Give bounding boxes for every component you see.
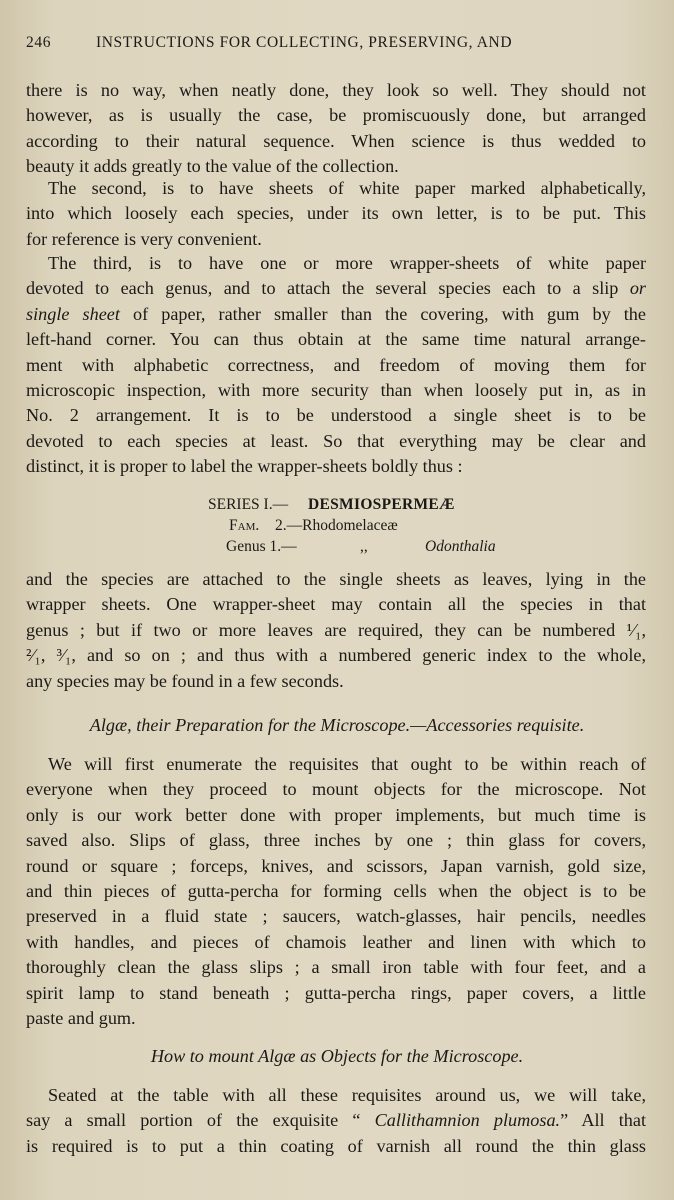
paragraph-6 (26, 1083, 646, 1159)
text-line: only is our work better done with proper implements, but much time is (26, 804, 646, 825)
ditto-mark: ,, (360, 538, 368, 555)
running-title: INSTRUCTIONS FOR COLLECTING, PRESERVING, AND (96, 34, 513, 51)
genus-label: Genus 1.— (226, 538, 297, 555)
text-line: devoted to each species at least. So that everything may be clear and (26, 430, 646, 451)
text-segment: of paper, rather smaller than the covering, with gum by the (119, 303, 646, 324)
text-line: according to their natural sequence. When science is thus wedded to (26, 130, 646, 151)
genus-name: Odonthalia (425, 538, 496, 555)
paragraph-2 (26, 176, 646, 252)
text-line (26, 302, 646, 327)
text-line: The second, is to have sheets of white paper marked alphabetically, (48, 178, 646, 198)
text-line: and thin pieces of gutta-percha for forming cells when the object is to be (26, 881, 646, 902)
text-line: is required is to put a thin coating of varnish all round the thin glass (26, 1135, 646, 1156)
text-line: ²⁄₁, ³⁄₁, and so on ; and thus with a numbered generic index to the whole, (26, 645, 646, 666)
text-line: everyone when they proceed to mount objects for the microscope. Not (26, 779, 646, 800)
text-line: into which loosely each species, under its own letter, is to be put. This (26, 203, 646, 224)
text-line: microscopic inspection, with more security than when loosely put in, as in (26, 380, 646, 401)
series-label: SERIES I.— (208, 496, 289, 513)
wrapper-label-example (0, 494, 674, 557)
text-line: round or square ; forceps, knives, and scissors, Japan varnish, gold size, (26, 855, 646, 876)
text-segment: say a small portion of the exquisite “ (26, 1110, 375, 1131)
text-line: thoroughly clean the glass slips ; a small iron table with four feet, and a (26, 957, 646, 978)
text-line: however, as is usually the case, be promiscuously done, but arranged (26, 105, 646, 126)
text-line: We will first enumerate the requisites that ought to be within reach of (48, 754, 646, 774)
family-label: Fam. (229, 517, 260, 534)
paragraph-3 (26, 251, 646, 480)
page-number: 246 (26, 34, 52, 51)
text-line: saved also. Slips of glass, three inches by one ; thin glass for covers, (26, 830, 646, 851)
text-line: wrapper sheets. One wrapper-sheet may contain all the species in that (26, 594, 646, 615)
text-line: for reference is very convenient. (26, 228, 262, 249)
text-line: beauty it adds greatly to the value of the collection. (26, 156, 399, 177)
text-line: with handles, and pieces of chamois leather and linen with which to (26, 931, 646, 952)
paragraph-4 (26, 567, 646, 694)
text-line: left-hand corner. You can thus obtain at the same time natural arrange- (26, 329, 646, 350)
series-name: DESMIOSPERMEÆ (308, 496, 455, 513)
paragraph-1 (26, 78, 646, 180)
text-line: distinct, it is proper to label the wrapper-sheets boldly thus : (26, 456, 463, 477)
text-line: there is no way, when neatly done, they look so well. They should not (26, 80, 646, 100)
text-line: paste and gum. (26, 1008, 136, 1029)
text-line: any species may be found in a few seconds. (26, 670, 344, 691)
section-heading: How to mount Algæ as Objects for the Microscope. (150, 1046, 524, 1066)
text-line: and the species are attached to the single sheets as leaves, lying in the (26, 569, 646, 589)
text-line: Seated at the table with all these requisites around us, we will take, (48, 1085, 646, 1105)
italic-segment: Callithamnion plumosa. (374, 1110, 561, 1131)
text-segment: devoted to each genus, and to attach the several species each to a slip (26, 278, 630, 299)
section-heading: Algæ, their Preparation for the Microscope.—Accessories requisite. (89, 715, 585, 735)
series-row (0, 494, 674, 515)
paragraph-5 (26, 752, 646, 1031)
text-line (26, 276, 646, 301)
italic-segment: or (629, 278, 646, 299)
text-line: ment with alphabetic correctness, and freedom of moving them for (26, 354, 646, 375)
text-line: genus ; but if two or more leaves are required, they can be numbered ¹⁄₁, (26, 619, 646, 640)
text-line: The third, is to have one or more wrapper-sheets of white paper (48, 253, 646, 273)
text-line (26, 1108, 646, 1133)
family-name: 2.—Rhodomelaceæ (275, 517, 398, 534)
text-segment: ” All that (560, 1110, 646, 1131)
italic-segment: single sheet (26, 303, 120, 324)
text-line: spirit lamp to stand beneath ; gutta-percha rings, paper covers, a little (26, 982, 646, 1003)
genus-row (0, 536, 674, 557)
text-line: No. 2 arrangement. It is to be understood a single sheet is to be (26, 405, 646, 426)
text-line: preserved in a fluid state ; saucers, watch-glasses, hair pencils, needles (26, 906, 646, 927)
family-row (0, 515, 674, 536)
